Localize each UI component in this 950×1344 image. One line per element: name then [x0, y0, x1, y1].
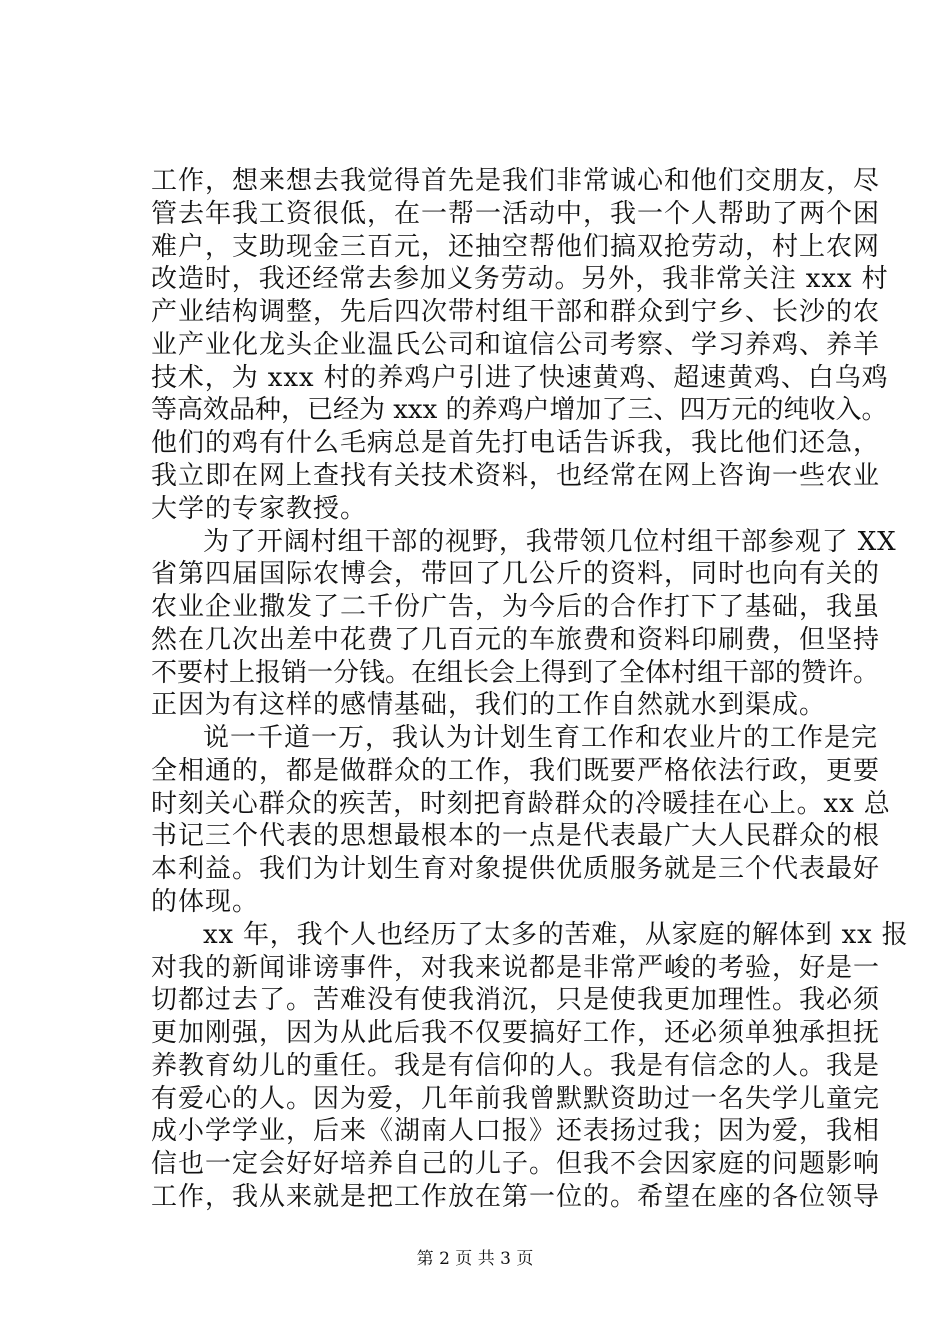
text-line: 然在几次出差中花费了几百元的车旅费和资料印刷费，但坚持 — [151, 625, 881, 655]
text-line: 养教育幼儿的重任。我是有信仰的人。我是有信念的人。我是 — [151, 1051, 881, 1081]
text-line: 时刻关心群众的疾苦，时刻把育龄群众的冷暖挂在心上。xx 总 — [151, 789, 891, 819]
text-line: 成小学学业，后来《湖南人口报》还表扬过我；因为爱，我相 — [151, 1116, 881, 1146]
text-line: 难户，支助现金三百元，还抽空帮他们搞双抢劳动，村上农网 — [151, 232, 881, 262]
text-line: 有爱心的人。因为爱，几年前我曾默默资助过一名失学儿童完 — [151, 1084, 881, 1114]
text-line: 说一千道一万，我认为计划生育工作和农业片的工作是完 — [203, 723, 879, 753]
text-line: 工作，想来想去我觉得首先是我们非常诚心和他们交朋友，尽 — [151, 166, 881, 196]
text-line: 大学的专家教授。 — [151, 494, 368, 524]
text-line: 对我的新闻诽谤事件，对我来说都是非常严峻的考验，好是一 — [151, 953, 881, 983]
text-line: 技术，为 xxx 村的养鸡户引进了快速黄鸡、超速黄鸡、白乌鸡 — [151, 363, 889, 393]
text-line: 业产业化龙头企业温氏公司和谊信公司考察、学习养鸡、养羊 — [151, 330, 881, 360]
text-line: 省第四届国际农博会，带回了几公斤的资料，同时也向有关的 — [151, 559, 881, 589]
text-line: 不要村上报销一分钱。在组长会上得到了全体村组干部的赞许。 — [151, 658, 880, 688]
text-line: xx 年，我个人也经历了太多的苦难，从家庭的解体到 xx 报 — [203, 920, 909, 950]
text-line: 为了开阔村组干部的视野，我带领几位村组干部参观了 XX — [203, 527, 897, 557]
text-line: 管去年我工资很低，在一帮一活动中，我一个人帮助了两个困 — [151, 199, 881, 229]
page-number-footer: 第 2 页 共 3 页 — [416, 1249, 534, 1269]
text-line: 切都过去了。苦难没有使我消沉，只是使我更加理性。我必须 — [151, 985, 881, 1015]
text-line: 他们的鸡有什么毛病总是首先打电话告诉我，我比他们还急， — [151, 428, 881, 458]
text-line: 工作，我从来就是把工作放在第一位的。希望在座的各位领导 — [151, 1182, 881, 1212]
text-line: 等高效品种，已经为 xxx 的养鸡户增加了三、四万元的纯收入。 — [151, 395, 888, 425]
text-line: 本利益。我们为计划生育对象提供优质服务就是三个代表最好 — [151, 854, 881, 884]
text-line: 书记三个代表的思想最根本的一点是代表最广大人民群众的根 — [151, 821, 881, 851]
text-line: 我立即在网上查找有关技术资料，也经常在网上咨询一些农业 — [151, 461, 881, 491]
text-line: 改造时，我还经常去参加义务劳动。另外，我非常关注 xxx 村 — [151, 264, 889, 294]
text-line: 农业企业撒发了二千份广告，为今后的合作打下了基础，我虽 — [151, 592, 881, 622]
text-line: 产业结构调整，先后四次带村组干部和群众到宁乡、长沙的农 — [151, 297, 881, 327]
text-line: 全相通的，都是做群众的工作，我们既要严格依法行政，更要 — [151, 756, 881, 786]
text-line: 正因为有这样的感情基础，我们的工作自然就水到渠成。 — [151, 690, 827, 720]
text-line: 更加刚强，因为从此后我不仅要搞好工作，还必须单独承担抚 — [151, 1018, 881, 1048]
text-line: 信也一定会好好培养自己的儿子。但我不会因家庭的问题影响 — [151, 1149, 881, 1179]
text-line: 的体现。 — [151, 887, 260, 917]
